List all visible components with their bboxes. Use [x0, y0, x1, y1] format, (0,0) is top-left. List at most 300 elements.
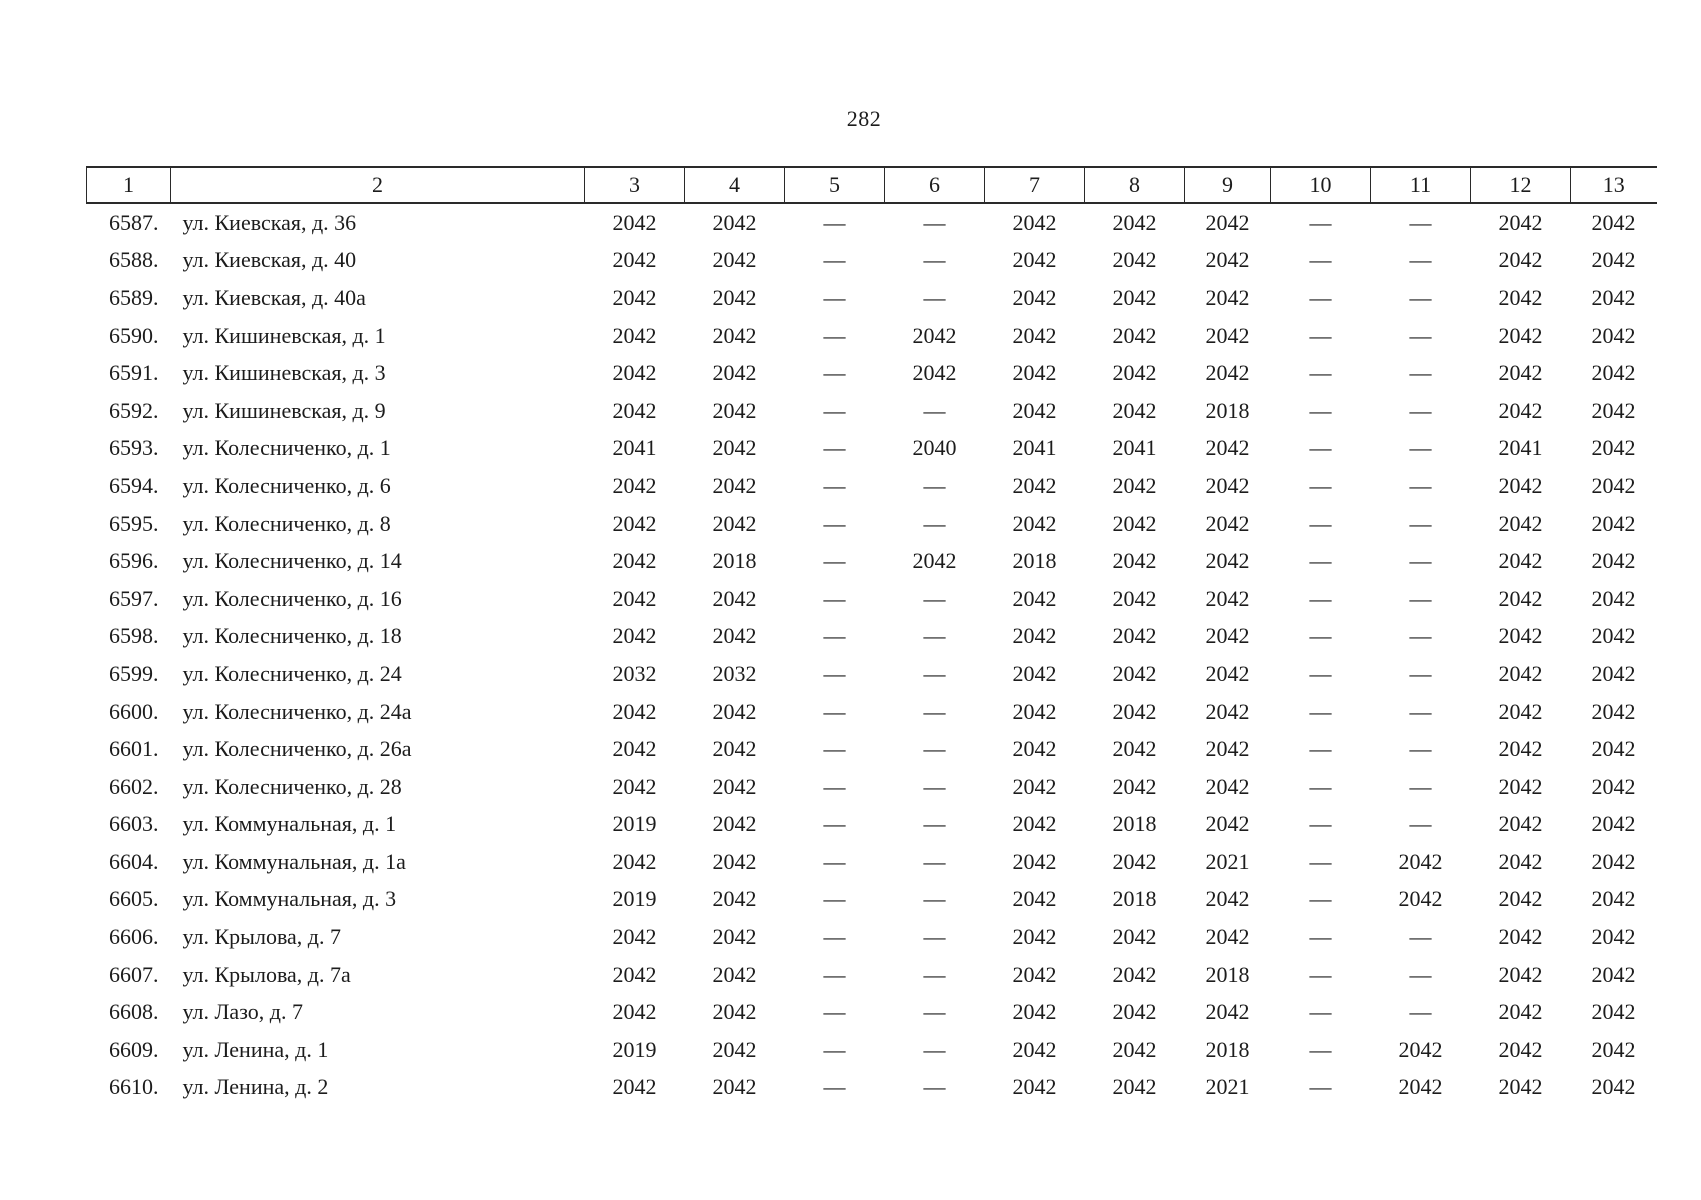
address-cell: ул. Киевская, д. 40	[182, 247, 357, 273]
year-cell: —	[823, 397, 846, 423]
year-cell: 2042	[1591, 811, 1636, 837]
row-number: 6607.	[109, 961, 159, 987]
row-number: 6592.	[109, 397, 159, 423]
year-cell: 2019	[612, 811, 657, 837]
table-row	[87, 881, 1657, 919]
year-cell: —	[823, 284, 846, 310]
year-cell: —	[1409, 623, 1432, 649]
year-cell: 2042	[1498, 209, 1543, 235]
year-cell: 2042	[1205, 698, 1250, 724]
year-cell: 2042	[612, 284, 657, 310]
year-cell: 2042	[1591, 848, 1636, 874]
address-cell: ул. Колесниченко, д. 24а	[182, 698, 412, 724]
year-cell: 2042	[1112, 736, 1157, 762]
year-cell: —	[823, 660, 846, 686]
year-cell: 2032	[612, 660, 657, 686]
year-cell: 2042	[1591, 360, 1636, 386]
year-cell: —	[923, 397, 946, 423]
row-number: 6597.	[109, 585, 159, 611]
year-cell: 2042	[1398, 1036, 1443, 1062]
year-cell: —	[923, 1074, 946, 1100]
year-cell: —	[1309, 247, 1332, 273]
year-cell: 2042	[1398, 848, 1443, 874]
year-cell: 2042	[1205, 811, 1250, 837]
year-cell: —	[1309, 848, 1332, 874]
year-cell: —	[923, 284, 946, 310]
year-cell: 2042	[1398, 886, 1443, 912]
address-cell: ул. Колесниченко, д. 8	[182, 510, 391, 536]
year-cell: —	[823, 848, 846, 874]
year-cell: —	[923, 1036, 946, 1062]
year-cell: —	[823, 360, 846, 386]
year-cell: —	[1309, 961, 1332, 987]
year-cell: 2042	[1205, 548, 1250, 574]
address-cell: ул. Кишиневская, д. 1	[182, 322, 386, 348]
year-cell: 2042	[712, 284, 757, 310]
year-cell: —	[1309, 322, 1332, 348]
row-number: 6600.	[109, 698, 159, 724]
year-cell: —	[1409, 247, 1432, 273]
row-number: 6605.	[109, 886, 159, 912]
header-row	[87, 167, 1657, 203]
row-number: 6591.	[109, 360, 159, 386]
row-number: 6588.	[109, 247, 159, 273]
row-number: 6601.	[109, 736, 159, 762]
year-cell: 2042	[612, 510, 657, 536]
year-cell: —	[1409, 284, 1432, 310]
year-cell: 2042	[1012, 698, 1057, 724]
table-row	[87, 392, 1657, 430]
year-cell: 2042	[1498, 397, 1543, 423]
year-cell: —	[923, 247, 946, 273]
year-cell: 2042	[1591, 961, 1636, 987]
year-cell: —	[1409, 435, 1432, 461]
schedule-table	[86, 166, 1657, 1106]
year-cell: 2042	[612, 247, 657, 273]
column-header: 12	[1471, 167, 1571, 203]
year-cell: 2042	[1591, 435, 1636, 461]
year-cell: 2042	[1591, 773, 1636, 799]
year-cell: 2042	[612, 848, 657, 874]
year-cell: —	[1309, 924, 1332, 950]
address-cell: ул. Кишиневская, д. 9	[182, 397, 386, 423]
year-cell: 2019	[612, 886, 657, 912]
year-cell: —	[1309, 811, 1332, 837]
year-cell: 2042	[1112, 698, 1157, 724]
year-cell: 2042	[712, 698, 757, 724]
year-cell: —	[923, 924, 946, 950]
year-cell: 2042	[1012, 773, 1057, 799]
year-cell: 2042	[1205, 660, 1250, 686]
year-cell: 2042	[1498, 284, 1543, 310]
year-cell: —	[1409, 585, 1432, 611]
year-cell: 2042	[1112, 1036, 1157, 1062]
address-cell: ул. Крылова, д. 7а	[182, 961, 351, 987]
row-number: 6596.	[109, 548, 159, 574]
year-cell: —	[823, 961, 846, 987]
year-cell: 2042	[712, 1074, 757, 1100]
row-number: 6598.	[109, 623, 159, 649]
year-cell: 2042	[712, 397, 757, 423]
year-cell: —	[823, 472, 846, 498]
year-cell: —	[1409, 322, 1432, 348]
year-cell: 2042	[712, 322, 757, 348]
year-cell: 2018	[712, 548, 757, 574]
year-cell: 2042	[712, 924, 757, 950]
year-cell: 2042	[612, 623, 657, 649]
year-cell: 2042	[1498, 585, 1543, 611]
table-row	[87, 918, 1657, 956]
year-cell: 2042	[1012, 585, 1057, 611]
year-cell: 2042	[1205, 999, 1250, 1025]
column-header: 10	[1271, 167, 1371, 203]
year-cell: —	[823, 1074, 846, 1100]
year-cell: 2041	[612, 435, 657, 461]
year-cell: —	[923, 961, 946, 987]
year-cell: —	[823, 886, 846, 912]
year-cell: 2042	[1498, 247, 1543, 273]
year-cell: 2042	[1205, 623, 1250, 649]
year-cell: —	[1309, 1036, 1332, 1062]
year-cell: 2042	[1012, 209, 1057, 235]
column-header: 8	[1085, 167, 1185, 203]
table-row	[87, 279, 1657, 317]
address-cell: ул. Колесниченко, д. 14	[182, 548, 402, 574]
column-header: 7	[985, 167, 1085, 203]
table-row	[87, 956, 1657, 994]
year-cell: —	[1309, 999, 1332, 1025]
year-cell: 2042	[1591, 886, 1636, 912]
year-cell: 2042	[1205, 585, 1250, 611]
year-cell: 2042	[1012, 924, 1057, 950]
year-cell: 2042	[612, 1074, 657, 1100]
year-cell: —	[823, 435, 846, 461]
address-cell: ул. Колесниченко, д. 18	[182, 623, 402, 649]
year-cell: 2042	[1591, 623, 1636, 649]
year-cell: —	[923, 886, 946, 912]
address-cell: ул. Колесниченко, д. 6	[182, 472, 391, 498]
table-row	[87, 655, 1657, 693]
year-cell: 2042	[712, 736, 757, 762]
year-cell: 2042	[1498, 510, 1543, 536]
row-number: 6599.	[109, 660, 159, 686]
year-cell: 2042	[1498, 322, 1543, 348]
year-cell: 2042	[1498, 886, 1543, 912]
table-row	[87, 993, 1657, 1031]
year-cell: —	[1409, 209, 1432, 235]
year-cell: —	[823, 736, 846, 762]
year-cell: 2042	[1498, 1036, 1543, 1062]
year-cell: —	[1409, 548, 1432, 574]
row-number: 6609.	[109, 1036, 159, 1062]
page-number: 282	[846, 106, 882, 131]
year-cell: —	[823, 811, 846, 837]
year-cell: 2042	[1112, 397, 1157, 423]
year-cell: 2042	[1205, 773, 1250, 799]
year-cell: 2042	[712, 585, 757, 611]
year-cell: 2042	[1012, 1074, 1057, 1100]
year-cell: 2042	[1012, 397, 1057, 423]
year-cell: —	[823, 623, 846, 649]
year-cell: 2042	[1012, 961, 1057, 987]
year-cell: 2042	[1591, 472, 1636, 498]
year-cell: 2042	[1205, 209, 1250, 235]
year-cell: 2042	[1112, 585, 1157, 611]
year-cell: —	[1409, 961, 1432, 987]
column-header: 9	[1185, 167, 1271, 203]
address-cell: ул. Коммунальная, д. 1	[182, 811, 397, 837]
year-cell: 2042	[1498, 623, 1543, 649]
year-cell: 2042	[1591, 924, 1636, 950]
year-cell: 2042	[612, 924, 657, 950]
year-cell: —	[1309, 397, 1332, 423]
table-row	[87, 580, 1657, 618]
year-cell: 2042	[1112, 1074, 1157, 1100]
year-cell: —	[923, 472, 946, 498]
year-cell: 2042	[1112, 623, 1157, 649]
year-cell: —	[1309, 284, 1332, 310]
year-cell: —	[1309, 472, 1332, 498]
year-cell: —	[1309, 548, 1332, 574]
row-number: 6603.	[109, 811, 159, 837]
year-cell: 2042	[1112, 548, 1157, 574]
year-cell: 2042	[712, 886, 757, 912]
year-cell: —	[923, 660, 946, 686]
year-cell: 2042	[1498, 1074, 1543, 1100]
year-cell: 2042	[1012, 360, 1057, 386]
year-cell: —	[1409, 472, 1432, 498]
year-cell: 2042	[712, 848, 757, 874]
year-cell: 2018	[1205, 961, 1250, 987]
year-cell: 2042	[1112, 510, 1157, 536]
year-cell: 2042	[1498, 360, 1543, 386]
address-cell: ул. Колесниченко, д. 28	[182, 773, 402, 799]
table-row	[87, 768, 1657, 806]
year-cell: 2041	[1112, 435, 1157, 461]
year-cell: 2042	[1591, 209, 1636, 235]
address-cell: ул. Коммунальная, д. 1а	[182, 848, 406, 874]
year-cell: 2042	[1205, 322, 1250, 348]
year-cell: —	[1409, 773, 1432, 799]
row-number: 6590.	[109, 322, 159, 348]
year-cell: 2042	[712, 247, 757, 273]
row-number: 6610.	[109, 1074, 159, 1100]
year-cell: —	[1309, 585, 1332, 611]
year-cell: —	[823, 698, 846, 724]
row-number: 6593.	[109, 435, 159, 461]
year-cell: 2042	[912, 548, 957, 574]
address-cell: ул. Киевская, д. 40а	[182, 284, 366, 310]
year-cell: —	[1309, 209, 1332, 235]
year-cell: —	[923, 698, 946, 724]
year-cell: 2018	[1205, 397, 1250, 423]
address-cell: ул. Кишиневская, д. 3	[182, 360, 386, 386]
year-cell: 2042	[1591, 322, 1636, 348]
year-cell: 2019	[612, 1036, 657, 1062]
address-cell: ул. Ленина, д. 1	[182, 1036, 329, 1062]
year-cell: 2042	[1591, 999, 1636, 1025]
year-cell: —	[923, 999, 946, 1025]
year-cell: 2042	[1498, 924, 1543, 950]
year-cell: 2042	[1012, 848, 1057, 874]
year-cell: 2042	[612, 209, 657, 235]
table-row	[87, 693, 1657, 731]
table-row	[87, 242, 1657, 280]
year-cell: —	[1409, 660, 1432, 686]
table-header	[87, 167, 1657, 203]
year-cell: 2018	[1112, 886, 1157, 912]
year-cell: 2042	[612, 698, 657, 724]
year-cell: 2042	[1112, 247, 1157, 273]
address-cell: ул. Колесниченко, д. 26а	[182, 736, 412, 762]
column-header: 13	[1571, 167, 1657, 203]
year-cell: —	[823, 510, 846, 536]
year-cell: —	[923, 623, 946, 649]
year-cell: 2042	[1498, 660, 1543, 686]
year-cell: —	[1409, 924, 1432, 950]
year-cell: 2042	[1591, 548, 1636, 574]
address-cell: ул. Лазо, д. 7	[182, 999, 303, 1025]
year-cell: 2041	[1498, 435, 1543, 461]
column-header: 2	[171, 167, 585, 203]
address-cell: ул. Ленина, д. 2	[182, 1074, 329, 1100]
year-cell: 2042	[1112, 660, 1157, 686]
year-cell: —	[923, 585, 946, 611]
table-row	[87, 618, 1657, 656]
address-cell: ул. Колесниченко, д. 24	[182, 660, 402, 686]
year-cell: 2042	[1498, 472, 1543, 498]
year-cell: —	[1409, 510, 1432, 536]
year-cell: 2042	[1591, 736, 1636, 762]
year-cell: —	[823, 999, 846, 1025]
column-header: 4	[685, 167, 785, 203]
year-cell: 2042	[1591, 247, 1636, 273]
year-cell: 2042	[612, 999, 657, 1025]
year-cell: 2042	[712, 435, 757, 461]
column-header: 6	[885, 167, 985, 203]
year-cell: —	[923, 773, 946, 799]
year-cell: 2042	[1498, 999, 1543, 1025]
table-row	[87, 1069, 1657, 1107]
year-cell: 2042	[612, 397, 657, 423]
year-cell: 2018	[1205, 1036, 1250, 1062]
year-cell: 2042	[712, 209, 757, 235]
year-cell: 2042	[612, 360, 657, 386]
year-cell: —	[923, 811, 946, 837]
year-cell: 2042	[1498, 811, 1543, 837]
year-cell: 2042	[1012, 886, 1057, 912]
year-cell: 2042	[712, 773, 757, 799]
table-row	[87, 542, 1657, 580]
year-cell: 2042	[1205, 472, 1250, 498]
table-row	[87, 505, 1657, 543]
row-number: 6595.	[109, 510, 159, 536]
year-cell: 2042	[1205, 510, 1250, 536]
year-cell: 2042	[612, 322, 657, 348]
year-cell: —	[1409, 698, 1432, 724]
year-cell: 2042	[1112, 999, 1157, 1025]
year-cell: 2042	[1205, 435, 1250, 461]
column-header: 11	[1371, 167, 1471, 203]
year-cell: 2042	[1205, 284, 1250, 310]
row-number: 6604.	[109, 848, 159, 874]
address-cell: ул. Крылова, д. 7	[182, 924, 342, 950]
year-cell: 2042	[1498, 961, 1543, 987]
row-number: 6602.	[109, 773, 159, 799]
year-cell: 2042	[1112, 961, 1157, 987]
year-cell: 2042	[1012, 736, 1057, 762]
year-cell: 2042	[1498, 773, 1543, 799]
address-cell: ул. Коммунальная, д. 3	[182, 886, 397, 912]
year-cell: —	[1309, 510, 1332, 536]
year-cell: 2042	[1012, 510, 1057, 536]
year-cell: 2042	[1012, 322, 1057, 348]
year-cell: 2042	[712, 961, 757, 987]
table-row	[87, 317, 1657, 355]
year-cell: 2041	[1012, 435, 1057, 461]
address-cell: ул. Киевская, д. 36	[182, 209, 357, 235]
year-cell: 2042	[612, 736, 657, 762]
year-cell: 2018	[1112, 811, 1157, 837]
year-cell: 2042	[1205, 360, 1250, 386]
year-cell: 2042	[1112, 472, 1157, 498]
year-cell: 2042	[1012, 660, 1057, 686]
year-cell: 2042	[1112, 322, 1157, 348]
year-cell: 2042	[1591, 1036, 1636, 1062]
year-cell: 2042	[612, 585, 657, 611]
row-number: 6594.	[109, 472, 159, 498]
year-cell: 2042	[1591, 1074, 1636, 1100]
year-cell: —	[823, 1036, 846, 1062]
year-cell: 2042	[712, 360, 757, 386]
year-cell: 2042	[1498, 548, 1543, 574]
year-cell: 2042	[712, 999, 757, 1025]
year-cell: —	[823, 773, 846, 799]
year-cell: 2042	[1591, 698, 1636, 724]
year-cell: 2042	[1112, 924, 1157, 950]
year-cell: 2042	[1112, 773, 1157, 799]
year-cell: 2042	[1112, 209, 1157, 235]
year-cell: 2042	[712, 1036, 757, 1062]
year-cell: 2042	[1012, 284, 1057, 310]
table-row	[87, 430, 1657, 468]
table-row	[87, 203, 1657, 242]
year-cell: 2042	[1012, 1036, 1057, 1062]
year-cell: 2042	[612, 773, 657, 799]
year-cell: 2042	[712, 811, 757, 837]
year-cell: 2040	[912, 435, 957, 461]
year-cell: 2042	[612, 548, 657, 574]
year-cell: 2042	[1498, 698, 1543, 724]
year-cell: —	[823, 209, 846, 235]
year-cell: —	[1309, 1074, 1332, 1100]
year-cell: —	[923, 736, 946, 762]
year-cell: —	[1409, 811, 1432, 837]
year-cell: —	[823, 585, 846, 611]
year-cell: 2042	[1591, 585, 1636, 611]
row-number: 6587.	[109, 209, 159, 235]
year-cell: —	[1409, 999, 1432, 1025]
year-cell: 2042	[1112, 360, 1157, 386]
year-cell: —	[1309, 435, 1332, 461]
year-cell: —	[1409, 397, 1432, 423]
table-row	[87, 806, 1657, 844]
year-cell: 2042	[1591, 397, 1636, 423]
year-cell: 2042	[1498, 848, 1543, 874]
year-cell: 2042	[712, 510, 757, 536]
year-cell: 2042	[1498, 736, 1543, 762]
year-cell: —	[823, 322, 846, 348]
